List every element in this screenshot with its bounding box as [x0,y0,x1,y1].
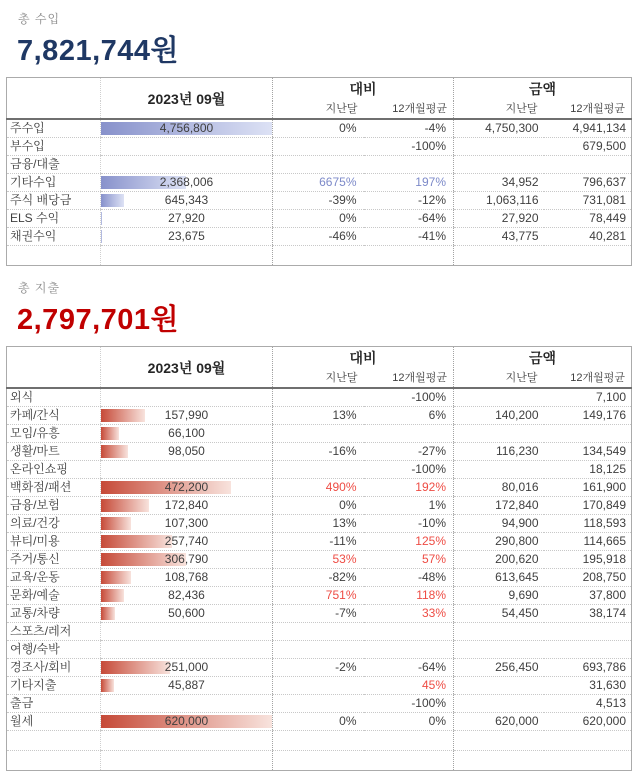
compare-12mo-avg-value: 197% [364,174,454,192]
amount-12mo-avg-value: 796,637 [544,174,632,192]
corner-cell [7,78,101,120]
compare-last-month-value [273,425,364,443]
month-value-cell [101,731,273,751]
amount-last-month-value: 613,645 [454,569,544,587]
month-value-cell [101,533,273,551]
compare-12mo-avg-value: -64% [364,210,454,228]
compare-last-month-value [273,641,364,659]
table-row[interactable] [7,677,632,695]
month-value: 472,200 [164,480,209,494]
table-row[interactable] [7,138,632,156]
compare-last-month-value [273,695,364,713]
table-row[interactable] [7,156,632,174]
amount-12mo-avg-subheader: 12개월평균 [544,370,632,388]
month-value: 27,920 [168,211,205,225]
category-label: 온라인쇼핑 [7,461,101,479]
compare-12mo-avg-value: -41% [364,228,454,246]
compare-12mo-avg-value: -100% [364,138,454,156]
compare-last-month-subheader: 지난달 [273,370,364,388]
month-value-cell [101,119,273,138]
category-label: 기타수입 [7,174,101,192]
category-label: 의료/건강 [7,515,101,533]
expense-section-label: 총 지출 [18,281,61,295]
month-value: 108,768 [164,570,209,584]
month-value: 82,436 [168,588,205,602]
month-value-cell [101,246,273,266]
amount-12mo-avg-value [544,751,632,771]
table-row[interactable] [7,479,632,497]
amount-last-month-subheader: 지난달 [454,370,544,388]
amount-12mo-avg-value: 40,281 [544,228,632,246]
month-value-cell [101,713,273,731]
amount-12mo-avg-value: 18,125 [544,461,632,479]
category-label: 교통/차량 [7,605,101,623]
amount-last-month-value: 116,230 [454,443,544,461]
amount-last-month-value [454,751,544,771]
expense-table [6,346,632,771]
month-value: 4,756,800 [159,121,214,135]
month-value-cell [101,443,273,461]
table-row[interactable] [7,174,632,192]
amount-12mo-avg-subheader: 12개월평균 [544,101,632,119]
compare-last-month-value: -11% [273,533,364,551]
compare-last-month-value: 13% [273,515,364,533]
category-label: 여행/숙박 [7,641,101,659]
table-row[interactable] [7,713,632,731]
month-value-cell [101,228,273,246]
empty-row [7,731,632,751]
month-value: 157,990 [164,408,209,422]
month-value: 98,050 [168,444,205,458]
table-row[interactable] [7,388,632,407]
data-bar [101,661,170,674]
category-label: 교육/운동 [7,569,101,587]
amount-12mo-avg-value: 7,100 [544,388,632,407]
compare-12mo-avg-value: -100% [364,388,454,407]
month-value: 251,000 [164,660,209,674]
compare-12mo-avg-subheader: 12개월평균 [364,370,454,388]
amount-12mo-avg-value: 78,449 [544,210,632,228]
category-label: 금융/대출 [7,156,101,174]
compare-12mo-avg-value: -12% [364,192,454,210]
category-label: 주수입 [7,119,101,138]
income-table-header [7,78,632,120]
amount-12mo-avg-value: 195,918 [544,551,632,569]
amount-12mo-avg-value: 693,786 [544,659,632,677]
category-label: 채권수익 [7,228,101,246]
month-value-cell [101,659,273,677]
category-label: ELS 수익 [7,210,101,228]
table-row[interactable] [7,533,632,551]
income-table-body [7,119,632,266]
table-row[interactable] [7,587,632,605]
compare-12mo-avg-value: 192% [364,479,454,497]
compare-last-month-value: -39% [273,192,364,210]
compare-12mo-avg-value [364,623,454,641]
data-bar [101,499,149,512]
amount-12mo-avg-value: 170,849 [544,497,632,515]
income-section-label: 총 수입 [18,12,61,26]
data-bar [101,445,128,458]
compare-last-month-value [273,623,364,641]
amount-last-month-value [454,623,544,641]
compare-12mo-avg-value: -100% [364,695,454,713]
category-label: 백화점/패션 [7,479,101,497]
amount-12mo-avg-value: 31,630 [544,677,632,695]
month-value: 66,100 [168,426,205,440]
month-value-cell [101,515,273,533]
month-value: 306,790 [164,552,209,566]
data-bar [101,427,119,440]
amount-last-month-value: 94,900 [454,515,544,533]
month-value-cell [101,425,273,443]
data-bar [101,517,131,530]
expense-table-body [7,388,632,771]
compare-last-month-value [273,138,364,156]
compare-12mo-avg-value: -64% [364,659,454,677]
compare-12mo-avg-value [364,246,454,266]
amount-12mo-avg-value: 4,941,134 [544,119,632,138]
compare-12mo-avg-value [364,751,454,771]
compare-group-header: 대비 [273,347,454,371]
month-value-cell [101,551,273,569]
income-section [0,10,637,266]
amount-last-month-value: 290,800 [454,533,544,551]
month-header: 2023년 09월 [101,347,273,389]
amount-last-month-value: 43,775 [454,228,544,246]
compare-last-month-value: 6675% [273,174,364,192]
compare-last-month-value [273,156,364,174]
month-value: 107,300 [164,516,209,530]
month-value-cell [101,388,273,407]
compare-12mo-avg-value: 1% [364,497,454,515]
compare-last-month-value: 0% [273,119,364,138]
expense-section [0,279,637,771]
month-value-cell [101,587,273,605]
compare-12mo-avg-value: -10% [364,515,454,533]
month-value-cell [101,174,273,192]
empty-row [7,246,632,266]
compare-12mo-avg-value [364,731,454,751]
compare-last-month-value: -7% [273,605,364,623]
amount-last-month-value: 200,620 [454,551,544,569]
amount-12mo-avg-value [544,246,632,266]
category-label: 금융/보험 [7,497,101,515]
compare-12mo-avg-subheader: 12개월평균 [364,101,454,119]
month-value-cell [101,407,273,425]
data-bar [101,607,115,620]
category-label: 주식 배당금 [7,192,101,210]
table-row[interactable] [7,497,632,515]
category-label: 생활/마트 [7,443,101,461]
compare-12mo-avg-value: -4% [364,119,454,138]
month-value-cell [101,605,273,623]
compare-12mo-avg-value [364,641,454,659]
amount-12mo-avg-value [544,425,632,443]
table-row[interactable] [7,443,632,461]
month-value-cell [101,497,273,515]
compare-last-month-value: -16% [273,443,364,461]
compare-12mo-avg-value: 6% [364,407,454,425]
amount-12mo-avg-value [544,156,632,174]
compare-12mo-avg-value: 0% [364,713,454,731]
expense-total-amount: 2,797,701원 [17,304,180,336]
amount-last-month-value [454,641,544,659]
data-bar [101,230,102,243]
amount-last-month-value: 27,920 [454,210,544,228]
month-value: 645,343 [164,193,209,207]
category-label: 출금 [7,695,101,713]
amount-12mo-avg-value [544,731,632,751]
month-value-cell [101,695,273,713]
compare-12mo-avg-value: 125% [364,533,454,551]
compare-last-month-value [273,731,364,751]
compare-last-month-subheader: 지난달 [273,101,364,119]
expense-table-header [7,347,632,389]
compare-last-month-value: -2% [273,659,364,677]
compare-12mo-avg-value: -100% [364,461,454,479]
month-value-cell [101,192,273,210]
compare-last-month-value [273,246,364,266]
amount-group-header: 금액 [454,347,632,371]
amount-12mo-avg-value: 4,513 [544,695,632,713]
category-label: 뷰티/미용 [7,533,101,551]
data-bar [101,679,114,692]
income-total-amount: 7,821,744원 [17,35,180,67]
month-value: 2,368,006 [159,175,214,189]
category-label: 부수입 [7,138,101,156]
income-table [6,77,632,266]
amount-12mo-avg-value: 134,549 [544,443,632,461]
amount-last-month-value: 9,690 [454,587,544,605]
amount-last-month-subheader: 지난달 [454,101,544,119]
month-value: 257,740 [164,534,209,548]
table-row[interactable] [7,605,632,623]
amount-last-month-value [454,388,544,407]
data-bar [101,589,124,602]
compare-last-month-value: 13% [273,407,364,425]
month-value: 172,840 [164,498,209,512]
compare-12mo-avg-value: 33% [364,605,454,623]
amount-last-month-value: 140,200 [454,407,544,425]
amount-last-month-value [454,731,544,751]
amount-12mo-avg-value: 38,174 [544,605,632,623]
table-row[interactable] [7,623,632,641]
category-label [7,731,101,751]
amount-group-header: 금액 [454,78,632,102]
empty-row [7,751,632,771]
month-value-cell [101,461,273,479]
table-row[interactable] [7,192,632,210]
amount-12mo-avg-value: 731,081 [544,192,632,210]
table-row[interactable] [7,425,632,443]
data-bar [101,409,145,422]
compare-12mo-avg-value: 45% [364,677,454,695]
category-label: 문화/예술 [7,587,101,605]
table-row[interactable] [7,210,632,228]
compare-last-month-value: 751% [273,587,364,605]
amount-12mo-avg-value: 37,800 [544,587,632,605]
compare-12mo-avg-value: 57% [364,551,454,569]
amount-last-month-value: 80,016 [454,479,544,497]
category-label: 스포츠/레저 [7,623,101,641]
month-value-cell [101,677,273,695]
compare-last-month-value: 0% [273,713,364,731]
compare-group-header: 대비 [273,78,454,102]
amount-last-month-value: 620,000 [454,713,544,731]
compare-last-month-value [273,388,364,407]
amount-last-month-value [454,695,544,713]
category-label: 월세 [7,713,101,731]
amount-12mo-avg-value: 161,900 [544,479,632,497]
month-value: 45,887 [168,678,205,692]
compare-12mo-avg-value: 118% [364,587,454,605]
compare-last-month-value [273,461,364,479]
table-row[interactable] [7,551,632,569]
category-label: 주거/통신 [7,551,101,569]
corner-cell [7,347,101,389]
category-label [7,246,101,266]
month-value: 23,675 [168,229,205,243]
month-header: 2023년 09월 [101,78,273,120]
amount-12mo-avg-value [544,623,632,641]
amount-12mo-avg-value: 620,000 [544,713,632,731]
compare-last-month-value: 53% [273,551,364,569]
month-value-cell [101,569,273,587]
data-bar [101,535,172,548]
compare-last-month-value: -82% [273,569,364,587]
month-value-cell [101,751,273,771]
compare-last-month-value: 0% [273,210,364,228]
table-row[interactable] [7,461,632,479]
amount-12mo-avg-value: 114,665 [544,533,632,551]
table-row[interactable] [7,641,632,659]
month-value-cell [101,138,273,156]
table-row[interactable] [7,569,632,587]
compare-12mo-avg-value [364,156,454,174]
amount-last-month-value [454,138,544,156]
table-row[interactable] [7,695,632,713]
category-label: 기타지출 [7,677,101,695]
amount-12mo-avg-value [544,641,632,659]
amount-last-month-value: 4,750,300 [454,119,544,138]
amount-last-month-value: 172,840 [454,497,544,515]
month-value-cell [101,641,273,659]
month-value: 620,000 [164,714,209,728]
amount-last-month-value [454,425,544,443]
table-row[interactable] [7,515,632,533]
amount-12mo-avg-value: 208,750 [544,569,632,587]
month-value-cell [101,210,273,228]
compare-last-month-value: -46% [273,228,364,246]
category-label [7,751,101,771]
amount-last-month-value: 1,063,116 [454,192,544,210]
month-value-cell [101,479,273,497]
table-row[interactable] [7,119,632,138]
compare-12mo-avg-value [364,425,454,443]
table-row[interactable] [7,228,632,246]
table-row[interactable] [7,407,632,425]
amount-last-month-value [454,156,544,174]
amount-last-month-value: 34,952 [454,174,544,192]
data-bar [101,571,131,584]
amount-12mo-avg-value: 149,176 [544,407,632,425]
month-value-cell [101,156,273,174]
compare-last-month-value: 490% [273,479,364,497]
amount-last-month-value [454,246,544,266]
compare-last-month-value [273,751,364,771]
amount-last-month-value [454,677,544,695]
amount-12mo-avg-value: 118,593 [544,515,632,533]
amount-last-month-value: 54,450 [454,605,544,623]
month-value-cell [101,623,273,641]
compare-12mo-avg-value: -48% [364,569,454,587]
data-bar [101,194,124,207]
amount-12mo-avg-value: 679,500 [544,138,632,156]
data-bar [101,212,102,225]
category-label: 카페/간식 [7,407,101,425]
table-row[interactable] [7,659,632,677]
category-label: 모임/유흥 [7,425,101,443]
category-label: 경조사/회비 [7,659,101,677]
month-value: 50,600 [168,606,205,620]
category-label: 외식 [7,388,101,407]
compare-12mo-avg-value: -27% [364,443,454,461]
compare-last-month-value: 0% [273,497,364,515]
compare-last-month-value [273,677,364,695]
amount-last-month-value [454,461,544,479]
amount-last-month-value: 256,450 [454,659,544,677]
